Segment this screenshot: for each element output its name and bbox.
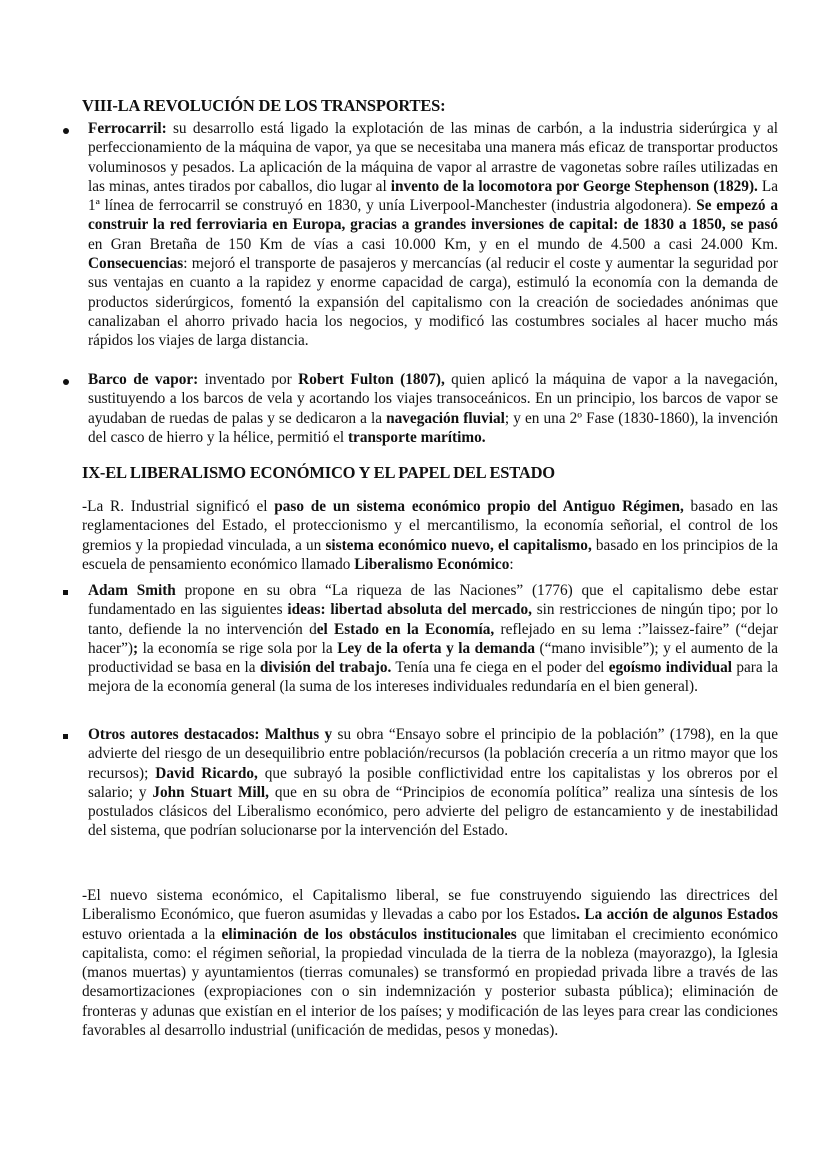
bold-text: navegación fluvial [386, 409, 505, 427]
bold-text: Barco de vapor: [88, 371, 199, 388]
text: La 1ª línea de ferrocarril se construyó en 1830, y unía Liverpool-Manchester (industria algodonera). [88, 177, 779, 215]
bullet-square-icon [63, 734, 68, 739]
bold-text: Consecuencias [88, 255, 184, 273]
text: : [509, 555, 514, 573]
bold-text: Se empezó a construir la red ferroviaria en Europa, gracias a grandes inversiones de capital: de 1830 a 1850, se pasó [88, 197, 778, 234]
bold-text: Robert Fulton (1807), [298, 371, 445, 388]
liberalismo-intro-paragraph [82, 497, 778, 574]
text: -El nuevo sistema económico, el Capitalismo liberal, se fue construyendo siguiendo las directrices del Liberalismo Económico, que fueron asumidas y llevadas a cabo por los Estados [82, 887, 778, 924]
bold-text: David Ricardo, [155, 764, 258, 782]
bold-text: paso de un sistema económico propio del Antiguo Régimen, [274, 498, 684, 515]
bold-text: Liberalismo Económico [354, 555, 510, 573]
bold-text: ideas: libertad absoluta del mercado, [287, 601, 532, 619]
text: propone en su obra “La riqueza de las Naciones” (1776) que el capitalismo debe estar fundamentado en las siguientes [88, 582, 779, 619]
text: reflejado en su lema :”laissez-faire” (“dejar hacer”) [88, 620, 778, 657]
text: la economía se rige sola por la [138, 639, 338, 657]
bold-text: Otros autores destacados: Malthus y [88, 726, 333, 743]
text: para la mejora de la economía general (la suma de los intereses individuales redundaría en el bien general). [88, 659, 778, 696]
text: sin restricciones de ningún tipo; por lo tanto, defiende la no intervención d [88, 601, 778, 638]
capitalismo-liberal-paragraph [82, 886, 778, 1040]
bold-text: invento de la locomotora por George Stephenson (1829). [390, 177, 758, 195]
text: que en su obra de “Principios de economía política” realiza una síntesis de los postulados clásicos del Liberalismo económico, pero advierte del peligro de estancamiento y de inestabilidad del sistema, que podrían solucionarse por la intervención del Estado. [88, 783, 778, 840]
bold-text: egoísmo individual [608, 659, 733, 677]
bold-text: transporte marítimo. [347, 428, 486, 446]
bold-text: ; [133, 639, 139, 657]
text: su obra “Ensayo sobre el principio de la población” (1798), en la que advierte del riesgo de un desequilibrio entre población/recursos (la población crecería a un ritmo mayor que los recursos); [88, 726, 778, 782]
text: en Gran Bretaña de 150 Km de vías a casi 10.000 Km, y en el mundo de 4.500 a casi 24.000 Km. [88, 235, 778, 253]
bold-text: sistema económico nuevo, el capitalismo, [325, 536, 592, 554]
otros-autores-paragraph [88, 725, 778, 841]
adam-smith-paragraph [88, 581, 778, 697]
text: (“mano invisible”); y el aumento de la productividad se basa en la [88, 639, 778, 677]
text: estuvo orientada a la [82, 925, 222, 943]
text: basado en las reglamentaciones del Estado, el proteccionismo y el mercantilismo, la economía señorial, el control de los gremios y la propiedad vinculada, a un [82, 498, 778, 554]
text: que subrayó la posible conflictividad entre los capitalistas y los obreros por el salario; y [88, 764, 779, 801]
text: su desarrollo está ligado la explotación de las minas de carbón, a la industria siderúrgica y al perfeccionamiento de la máquina de vapor, ya que se necesitaba una manera más eficaz de transportar productos voluminosos y pesados. La aplicación de la máquina de vapor al arrastre de vagonetas sobre raíles utilizadas en las minas, antes tirados por caballos, dio lugar al [88, 120, 778, 195]
text: inventado por [198, 371, 299, 388]
bold-text: Adam Smith [88, 582, 176, 599]
bold-text: Ferrocarril: [88, 120, 167, 137]
bold-text: Ley de la oferta y la demanda [337, 639, 535, 657]
text: -La R. Industrial significó el [82, 498, 275, 515]
bold-text: división del trabajo. [259, 659, 392, 677]
bold-text: el Estado en la Economía, [316, 620, 495, 638]
bullet-disc-icon [63, 128, 69, 134]
text: que limitaban el crecimiento económico capitalista, como: el régimen señorial, la propiedad vinculada de la tierra de la nobleza (mayorazgo), la Iglesia (manos muertas) y ayuntamientos (tierras comunales) se transformó en propiedad privada libre a través de las desamortizaciones (expropiaciones con o sin indemnización y posterior subasta pública); eliminación de fronteras y adunas que existían en el interior de los países; y modificación de las leyes para crear las condiciones favorables al desarrollo industrial (unificación de medidas, pesos y monedas). [82, 925, 778, 1040]
bold-text: John Stuart Mill, [152, 783, 269, 801]
bold-text: . La acción de algunos Estados [576, 906, 778, 924]
text: ; y en una 2º Fase (1830-1860), la invención del casco de hierro y la hélice, permitió el [88, 409, 778, 446]
bold-text: eliminación de los obstáculos institucionales [221, 925, 517, 943]
bullet-square-icon [63, 590, 68, 595]
text: quien aplicó la máquina de vapor a la navegación, sustituyendo a los barcos de vela y acortando los viajes transoceánicos. En un principio, los barcos de vapor se ayudaban de ruedas de palas y se dedicaron a la [88, 371, 779, 427]
text: basado en los principios de la escuela de pensamiento económico llamado [82, 536, 778, 573]
text: : mejoró el transporte de pasajeros y mercancías (al reducir el coste y aumentar la seguridad por sus ventajas en cuanto a la rapidez y enorme capacidad de carga), estimuló la economía con la demanda de productos siderúrgicos, fomentó la expansión del capitalismo con la creación de sociedades anónimas que canalizaban el ahorro privado hacia los negocios, y modificó las costumbres sociales al hacer mucho más rápidos los viajes de larga distancia. [88, 255, 778, 350]
barco-de-vapor-paragraph [88, 370, 778, 447]
text: Tenía una fe ciega en el poder del [391, 659, 609, 677]
bullet-disc-icon [63, 379, 69, 385]
section-8-title: VIII-LA REVOLUCIÓN DE LOS TRANSPORTES: [82, 96, 446, 115]
section-9-title: IX-EL LIBERALISMO ECONÓMICO Y EL PAPEL DEL ESTADO [82, 463, 555, 482]
ferrocarril-paragraph [88, 119, 778, 351]
